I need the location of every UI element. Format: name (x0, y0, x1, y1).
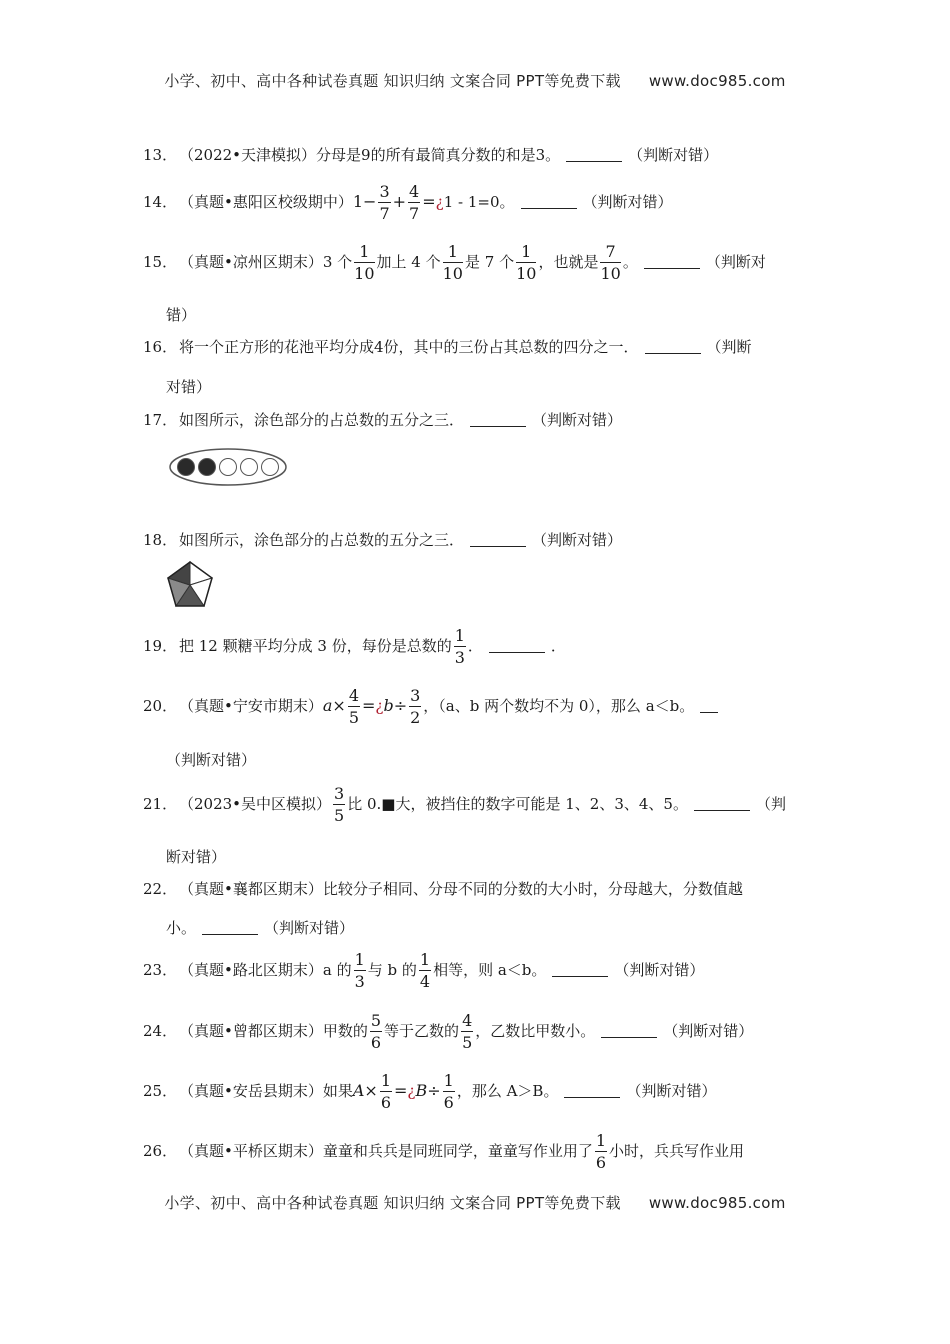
question-tail: （判断对错） (532, 531, 623, 549)
question-number: 25． (143, 1082, 178, 1100)
question-19 (143, 628, 811, 666)
unknown-glyph: ¿ (375, 697, 384, 715)
question-number: 17． (143, 411, 178, 429)
question-tail: （判 (755, 795, 786, 813)
question-tail: （判断对错） (264, 919, 355, 937)
question-source: （真题•惠阳区校级期中） (179, 193, 353, 211)
question-number: 16． (143, 338, 178, 356)
question-text: 等于乙数的 (384, 1022, 460, 1040)
question-23 (143, 952, 811, 990)
question-24 (143, 1013, 811, 1051)
answer-blank[interactable] (521, 194, 577, 209)
question-number: 19． (143, 637, 178, 655)
question-text: ． (467, 637, 483, 655)
page-footer (0, 1192, 950, 1213)
question-text: ，乙数比甲数小。 (475, 1022, 596, 1040)
question-source: （真题•凉州区期末）3 个 (179, 253, 353, 271)
fraction: $\frac{4}{5}$ (348, 686, 359, 727)
footer-site: www.doc985.com (648, 1194, 786, 1212)
question-21-continuation: 断对错） (166, 848, 227, 866)
fraction: $\frac{5}{6}$ (370, 1011, 382, 1052)
unknown-glyph: ¿ (407, 1082, 416, 1100)
question-number: 20． (143, 697, 178, 715)
page-header (0, 70, 950, 91)
question-number: 13． (143, 146, 178, 164)
question-text: 1 - 1=0。 (443, 193, 515, 211)
empty-circle (241, 459, 258, 476)
fraction: $\frac{7}{10}$ (600, 242, 621, 283)
question-text: 加上 4 个 (376, 253, 441, 271)
question-tail: （判断对错） (663, 1022, 754, 1040)
answer-blank[interactable] (202, 920, 258, 935)
question-tail: （判断 (706, 338, 752, 356)
empty-circle (220, 459, 237, 476)
empty-circle (262, 459, 279, 476)
question-text: 。 (622, 253, 638, 271)
header-text: 小学、初中、高中各种试卷真题 知识归纳 文案合同 PPT等免费下载 (164, 72, 621, 90)
question-number: 14． (143, 193, 178, 211)
question-text: （真题•襄都区期末）比较分子相同、分母不同的分数的大小时，分母越大，分数值越 (179, 880, 743, 898)
question-source: （真题•平桥区期末）童童和兵兵是同班同学，童童写作业用了 (179, 1142, 593, 1160)
question-source: （真题•路北区期末） (179, 961, 323, 979)
pentagon-figure (166, 560, 216, 610)
math-operator: × (364, 1081, 378, 1100)
math-variable: A (352, 1081, 365, 1100)
question-number: 24． (143, 1022, 178, 1040)
question-text: 与 b 的 (367, 961, 417, 979)
math-operator: ÷ (427, 1081, 441, 1100)
question-source: （真题•曾都区期末）甲数的 (179, 1022, 368, 1040)
question-tail: （判断对错） (628, 146, 719, 164)
question-15-continuation: 错） (166, 306, 197, 324)
question-13 (143, 146, 811, 164)
question-number: 23． (143, 961, 178, 979)
question-tail: （判断对 (705, 253, 766, 271)
question-20-continuation: （判断对错） (166, 751, 257, 769)
question-text: 是 7 个 (464, 253, 515, 271)
answer-blank[interactable] (644, 254, 700, 269)
question-text: ，那么 A＞B。 (456, 1082, 559, 1100)
header-site: www.doc985.com (648, 72, 786, 90)
math-operator: ÷ (393, 696, 408, 715)
shaded-circle (178, 459, 195, 476)
math-operator: − (363, 192, 377, 211)
math-operator: + (392, 192, 407, 211)
fraction: $\frac{1}{6}$ (443, 1071, 454, 1112)
question-number: 18． (143, 531, 178, 549)
question-text: 如图所示，涂色部分的占总数的五分之三． (179, 411, 465, 429)
answer-blank[interactable] (564, 1083, 620, 1098)
question-25 (143, 1073, 811, 1111)
fraction: $\frac{4}{5}$ (462, 1011, 473, 1052)
question-26 (143, 1133, 811, 1171)
fraction: $\frac{1}{4}$ (419, 950, 431, 991)
circles-figure (166, 446, 290, 488)
question-22 (143, 880, 811, 898)
fraction: $\frac{1}{3}$ (454, 626, 465, 667)
math-operator: = (422, 192, 436, 211)
fraction: $\frac{1}{6}$ (595, 1131, 607, 1172)
question-text: 相等，则 a＜b。 (433, 961, 547, 979)
question-22-continuation (166, 917, 354, 938)
question-14 (143, 184, 811, 222)
math-operator: = (362, 696, 376, 715)
fraction: $\frac{4}{7}$ (409, 182, 420, 223)
question-source: （2023•吴中区模拟） (179, 795, 332, 813)
question-number: 21． (143, 795, 178, 813)
shaded-circle (199, 459, 216, 476)
math-operator: = (394, 1081, 408, 1100)
answer-blank[interactable] (489, 638, 545, 653)
fraction: $\frac{1}{10}$ (516, 242, 537, 283)
question-tail: （判断对错） (626, 1082, 717, 1100)
question-text: 比 0.■大，被挡住的数字可能是 1、2、3、4、5。 (347, 795, 688, 813)
question-text: 小时，兵兵写作业用 (609, 1142, 745, 1160)
answer-blank[interactable] (601, 1023, 657, 1038)
unknown-glyph: ¿ (435, 193, 444, 211)
question-number: 26． (143, 1142, 178, 1160)
answer-blank[interactable] (566, 147, 622, 162)
question-text: 将一个正方形的花池平均分成4份，其中的三份占其总数的四分之一． (179, 338, 639, 356)
answer-blank[interactable] (470, 532, 526, 547)
question-15 (143, 244, 811, 282)
question-tail: ． (550, 637, 566, 655)
math-variable: B (415, 1081, 428, 1100)
fraction: $\frac{3}{2}$ (410, 686, 421, 727)
question-text: 小。 (166, 919, 197, 937)
question-text: （2022•天津模拟）分母是9的所有最简真分数的和是3。 (179, 146, 561, 164)
fraction: $\frac{1}{10}$ (442, 242, 463, 283)
question-source: （真题•宁安市期末） (179, 697, 323, 715)
footer-text: 小学、初中、高中各种试卷真题 知识归纳 文案合同 PPT等免费下载 (164, 1194, 621, 1212)
question-tail: （判断对错） (532, 411, 623, 429)
question-16 (143, 338, 811, 356)
answer-blank[interactable] (694, 796, 750, 811)
answer-blank[interactable] (700, 698, 718, 713)
question-18 (143, 531, 811, 549)
math-term: 1 (352, 192, 364, 211)
answer-blank[interactable] (645, 339, 701, 354)
question-21 (143, 786, 811, 824)
question-text: a 的 (322, 961, 352, 979)
math-operator: × (332, 696, 346, 715)
question-number: 15． (143, 253, 178, 271)
question-text: ，也就是 (538, 253, 599, 271)
fraction: $\frac{1}{10}$ (354, 242, 375, 283)
answer-blank[interactable] (552, 962, 608, 977)
question-text: 如图所示，涂色部分的占总数的五分之三． (179, 531, 465, 549)
fraction: $\frac{3}{5}$ (334, 784, 345, 825)
math-variable: a (322, 696, 333, 715)
fraction: $\frac{3}{7}$ (379, 182, 390, 223)
question-16-continuation: 对错） (166, 378, 212, 396)
question-20 (143, 688, 811, 726)
math-variable: b (383, 696, 394, 715)
question-number: 22． (143, 880, 178, 898)
question-17 (143, 411, 811, 429)
answer-blank[interactable] (470, 412, 526, 427)
fraction: $\frac{1}{3}$ (354, 950, 365, 991)
question-tail: （判断对错） (582, 193, 673, 211)
fraction: $\frac{1}{6}$ (380, 1071, 392, 1112)
question-text: ，（a、b 两个数均不为 0），那么 a＜b。 (423, 697, 695, 715)
question-text: 把 12 颗糖平均分成 3 份，每份是总数的 (179, 637, 452, 655)
question-source: （真题•安岳县期末）如果 (179, 1082, 353, 1100)
question-tail: （判断对错） (614, 961, 705, 979)
